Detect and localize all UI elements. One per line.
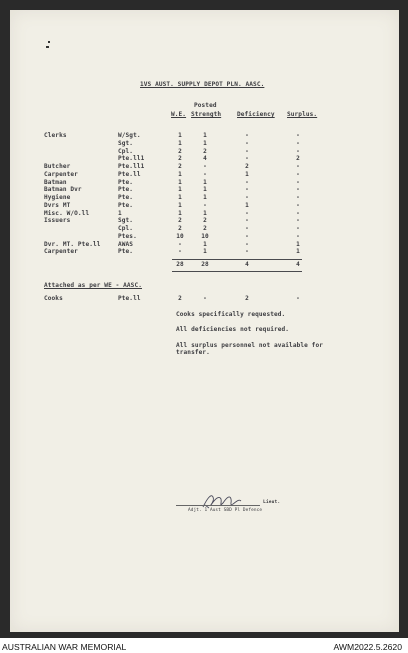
- row-rank: Cpl.: [118, 225, 134, 232]
- punch-mark: [46, 46, 49, 48]
- row-strength: 1: [203, 248, 207, 256]
- row-we: 10: [176, 232, 184, 240]
- attached-we: 2: [178, 295, 182, 302]
- row-we: 2: [178, 155, 182, 163]
- signature-caption: Adjt. 1 Aust SBD Pl Defence: [188, 508, 263, 513]
- row-strength: 1: [203, 186, 207, 194]
- note-4: transfer.: [176, 349, 210, 356]
- attached-deficiency: 2: [245, 295, 249, 302]
- row-deficiency: -: [245, 225, 249, 232]
- document-title: 1VS AUST. SUPPLY DEPOT PLN. AASC.: [140, 81, 265, 88]
- row-strength: 1: [203, 132, 207, 139]
- header-strength: Strength: [191, 111, 222, 118]
- row-surplus: -: [296, 147, 300, 155]
- row-strength: 2: [203, 225, 207, 232]
- row-we: 1: [178, 139, 182, 147]
- header-we: W.E.: [171, 111, 187, 118]
- row-trade: Butcher: [44, 163, 71, 170]
- row-rank: AWAS: [118, 240, 134, 248]
- row-we: 2: [178, 225, 182, 232]
- attached-surplus: -: [296, 295, 300, 302]
- footer-right: AWM2022.5.2620: [333, 642, 402, 652]
- row-rank: Cpl.: [118, 147, 134, 155]
- row-we: 1: [178, 170, 182, 178]
- table-rule-top: [172, 259, 302, 260]
- row-we: 2: [178, 217, 182, 225]
- total-strength: 28: [201, 261, 209, 268]
- note-2: All deficiencies not required.: [176, 326, 290, 333]
- attached-strength: -: [203, 295, 207, 302]
- row-rank: Pte.: [118, 201, 134, 209]
- row-surplus: 1: [296, 240, 300, 248]
- row-trade: Batman: [44, 178, 67, 186]
- row-deficiency: -: [245, 186, 249, 194]
- row-we: 1: [178, 194, 182, 201]
- row-deficiency: -: [245, 248, 249, 256]
- row-surplus: -: [296, 170, 300, 178]
- row-surplus: -: [296, 163, 300, 170]
- row-deficiency: 2: [245, 163, 249, 170]
- header-surplus: Surplus.: [287, 111, 318, 118]
- row-deficiency: -: [245, 217, 249, 225]
- note-1: Cooks specifically requested.: [176, 311, 286, 318]
- row-deficiency: -: [245, 155, 249, 163]
- row-strength: 1: [203, 194, 207, 201]
- row-rank: Sgt.: [118, 139, 134, 147]
- row-we: 1: [178, 201, 182, 209]
- row-strength: 2: [203, 147, 207, 155]
- row-strength: 1: [203, 178, 207, 186]
- row-we: 1: [178, 186, 182, 194]
- row-surplus: -: [296, 209, 300, 217]
- row-we: -: [178, 248, 182, 256]
- row-rank: Pte.: [118, 186, 134, 194]
- row-surplus: -: [296, 186, 300, 194]
- row-strength: -: [203, 170, 207, 178]
- row-trade: Misc. W/O.ll: [44, 209, 90, 217]
- row-deficiency: -: [245, 132, 249, 139]
- row-deficiency: 1: [245, 201, 249, 209]
- row-deficiency: -: [245, 209, 249, 217]
- row-strength: -: [203, 201, 207, 209]
- row-strength: -: [203, 163, 207, 170]
- row-surplus: -: [296, 194, 300, 201]
- row-strength: 1: [203, 139, 207, 147]
- row-rank: Sgt.: [118, 217, 134, 225]
- row-surplus: -: [296, 178, 300, 186]
- punch-mark: [48, 41, 50, 43]
- row-strength: 1: [203, 240, 207, 248]
- row-surplus: -: [296, 217, 300, 225]
- row-we: 1: [178, 178, 182, 186]
- row-trade: Issuers: [44, 217, 71, 225]
- row-trade: Hygiene: [44, 194, 71, 201]
- row-surplus: 1: [296, 248, 300, 256]
- row-surplus: -: [296, 232, 300, 240]
- row-rank: Pte.ll1: [118, 155, 145, 163]
- row-rank: Pte.ll1: [118, 163, 145, 170]
- row-we: 1: [178, 209, 182, 217]
- row-deficiency: -: [245, 194, 249, 201]
- signature-line: [176, 505, 260, 506]
- row-trade: Clerks: [44, 132, 67, 139]
- attached-heading: Attached as per WE - AASC.: [44, 282, 142, 289]
- header-deficiency: Deficiency: [237, 111, 275, 118]
- row-deficiency: 1: [245, 170, 249, 178]
- signature-suffix: Lieut.: [263, 500, 281, 505]
- row-rank: W/Sgt.: [118, 132, 141, 139]
- row-trade: Carpenter: [44, 170, 78, 178]
- row-deficiency: -: [245, 240, 249, 248]
- row-strength: 10: [201, 232, 209, 240]
- row-deficiency: -: [245, 139, 249, 147]
- row-strength: 1: [203, 209, 207, 217]
- attached-rank: Pte.ll: [118, 295, 141, 302]
- row-rank: Ptes.: [118, 232, 137, 240]
- row-surplus: -: [296, 132, 300, 139]
- row-surplus: -: [296, 139, 300, 147]
- row-strength: 4: [203, 155, 207, 163]
- total-we: 28: [176, 261, 184, 268]
- row-surplus: -: [296, 225, 300, 232]
- row-rank: 1: [118, 209, 122, 217]
- row-we: -: [178, 240, 182, 248]
- row-trade: Dvr. MT. Pte.ll: [44, 240, 101, 248]
- row-deficiency: -: [245, 232, 249, 240]
- row-rank: Pte.: [118, 248, 134, 256]
- footer-left: AUSTRALIAN WAR MEMORIAL: [2, 642, 127, 652]
- note-3: All surplus personnel not available for: [176, 342, 323, 349]
- header-posted: Posted: [194, 102, 217, 109]
- row-strength: 2: [203, 217, 207, 225]
- row-deficiency: -: [245, 147, 249, 155]
- row-deficiency: -: [245, 178, 249, 186]
- attached-trade: Cooks: [44, 295, 63, 302]
- row-we: 2: [178, 147, 182, 155]
- total-surplus: 4: [296, 261, 300, 268]
- row-rank: Pte.: [118, 178, 134, 186]
- row-we: 2: [178, 163, 182, 170]
- table-rule-bottom: [172, 271, 302, 272]
- row-rank: Pte.ll: [118, 170, 141, 178]
- row-rank: Pte.: [118, 194, 134, 201]
- total-deficiency: 4: [245, 261, 249, 268]
- row-surplus: 2: [296, 155, 300, 163]
- row-trade: Batman Dvr: [44, 186, 82, 194]
- row-we: 1: [178, 132, 182, 139]
- row-trade: Dvrs MT: [44, 201, 71, 209]
- row-trade: Carpenter: [44, 248, 78, 256]
- row-surplus: -: [296, 201, 300, 209]
